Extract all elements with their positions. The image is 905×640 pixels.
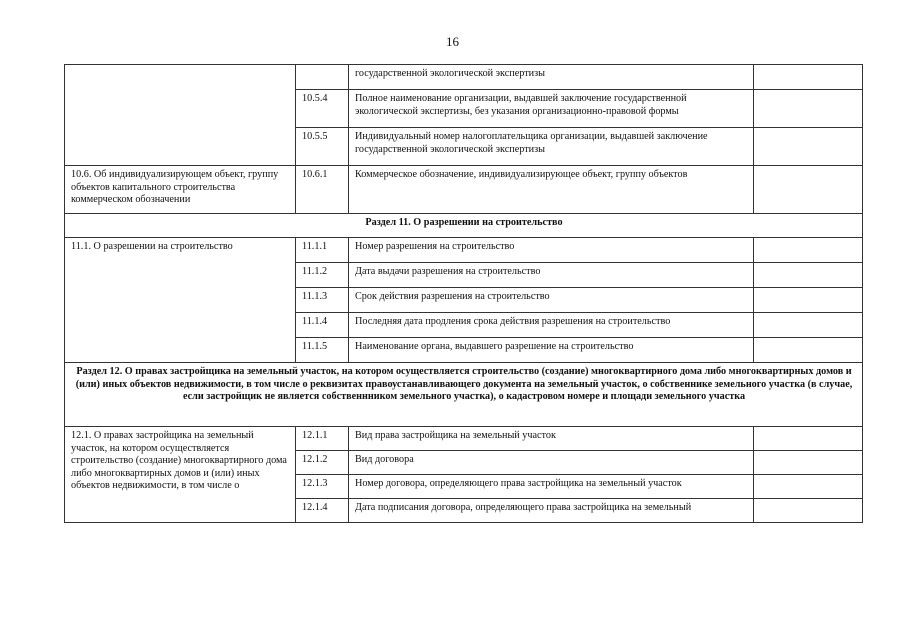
value-cell: [754, 288, 863, 313]
table-row: [65, 238, 863, 263]
page-number: 16: [446, 34, 459, 49]
value-cell: [754, 313, 863, 338]
item-description: Номер разрешения на строительство: [349, 238, 754, 263]
item-number: 12.1.3: [296, 475, 349, 499]
item-number: 11.1.4: [296, 313, 349, 338]
item-number: 10.5.5: [296, 128, 349, 166]
value-cell: [754, 238, 863, 263]
table-row: [65, 427, 863, 451]
item-number: 11.1.5: [296, 338, 349, 363]
value-cell: [754, 263, 863, 288]
group-label: 10.6. Об индивидуализирующем объект, группу объектов капитального строительства коммерческом обозначении: [65, 166, 296, 214]
table-row: [65, 65, 863, 90]
item-description: Номер договора, определяющего права застройщика на земельный участок: [349, 475, 754, 499]
section-heading-row: [65, 363, 863, 427]
section-heading: Раздел 11. О разрешении на строительство: [65, 214, 863, 238]
item-number: 10.5.4: [296, 90, 349, 128]
group-label-cell: [65, 65, 296, 166]
item-description: Коммерческое обозначение, индивидуализирующее объект, группу объектов: [349, 166, 754, 214]
item-description: Дата выдачи разрешения на строительство: [349, 263, 754, 288]
item-number: 11.1.1: [296, 238, 349, 263]
group-label: 11.1. О разрешении на строительство: [65, 238, 296, 363]
value-cell: [754, 166, 863, 214]
value-cell: [754, 451, 863, 475]
value-cell: [754, 475, 863, 499]
item-number: 12.1.2: [296, 451, 349, 475]
item-number: 10.6.1: [296, 166, 349, 214]
value-cell: [754, 499, 863, 523]
value-cell: [754, 65, 863, 90]
value-cell: [754, 128, 863, 166]
group-label: 12.1. О правах застройщика на земельный участок, на котором осуществляется строительство (создание) многоквартирного дома либо многоквартирных домов и (или) иных объектов недвижимости, в том числе о: [65, 427, 296, 523]
item-description: Срок действия разрешения на строительство: [349, 288, 754, 313]
item-description: Наименование органа, выдавшего разрешение на строительство: [349, 338, 754, 363]
section-heading: Раздел 12. О правах застройщика на земельный участок, на котором осуществляется строительство (создание) многоквартирного дома либо многоквартирных домов и (или) иных объектов недвижимости, в том числе о реквизитах правоустанавливающего документа на земельный участок, о собственнике земельного участка (в случае, если застройщик не является собственнником земельного участка), о кадастровом номере и площади земельного участка: [65, 363, 863, 427]
value-cell: [754, 427, 863, 451]
item-number: 11.1.3: [296, 288, 349, 313]
item-description: Дата подписания договора, определяющего права застройщика на земельный: [349, 499, 754, 523]
item-number: 11.1.2: [296, 263, 349, 288]
item-description: государственной экологической экспертизы: [349, 65, 754, 90]
section-heading-row: [65, 214, 863, 238]
value-cell: [754, 338, 863, 363]
item-description: Индивидуальный номер налогоплательщика организации, выдавшей заключение государственной экологической экспертизы: [349, 128, 754, 166]
item-number: [296, 65, 349, 90]
item-description: Последняя дата продления срока действия разрешения на строительство: [349, 313, 754, 338]
item-description: Полное наименование организации, выдавшей заключение государственной экологической экспертизы, без указания организационно-правовой формы: [349, 90, 754, 128]
disclosure-table: [64, 64, 863, 523]
item-number: 12.1.1: [296, 427, 349, 451]
item-number: 12.1.4: [296, 499, 349, 523]
item-description: Вид договора: [349, 451, 754, 475]
item-description: Вид права застройщика на земельный участок: [349, 427, 754, 451]
table-row: [65, 166, 863, 214]
value-cell: [754, 90, 863, 128]
